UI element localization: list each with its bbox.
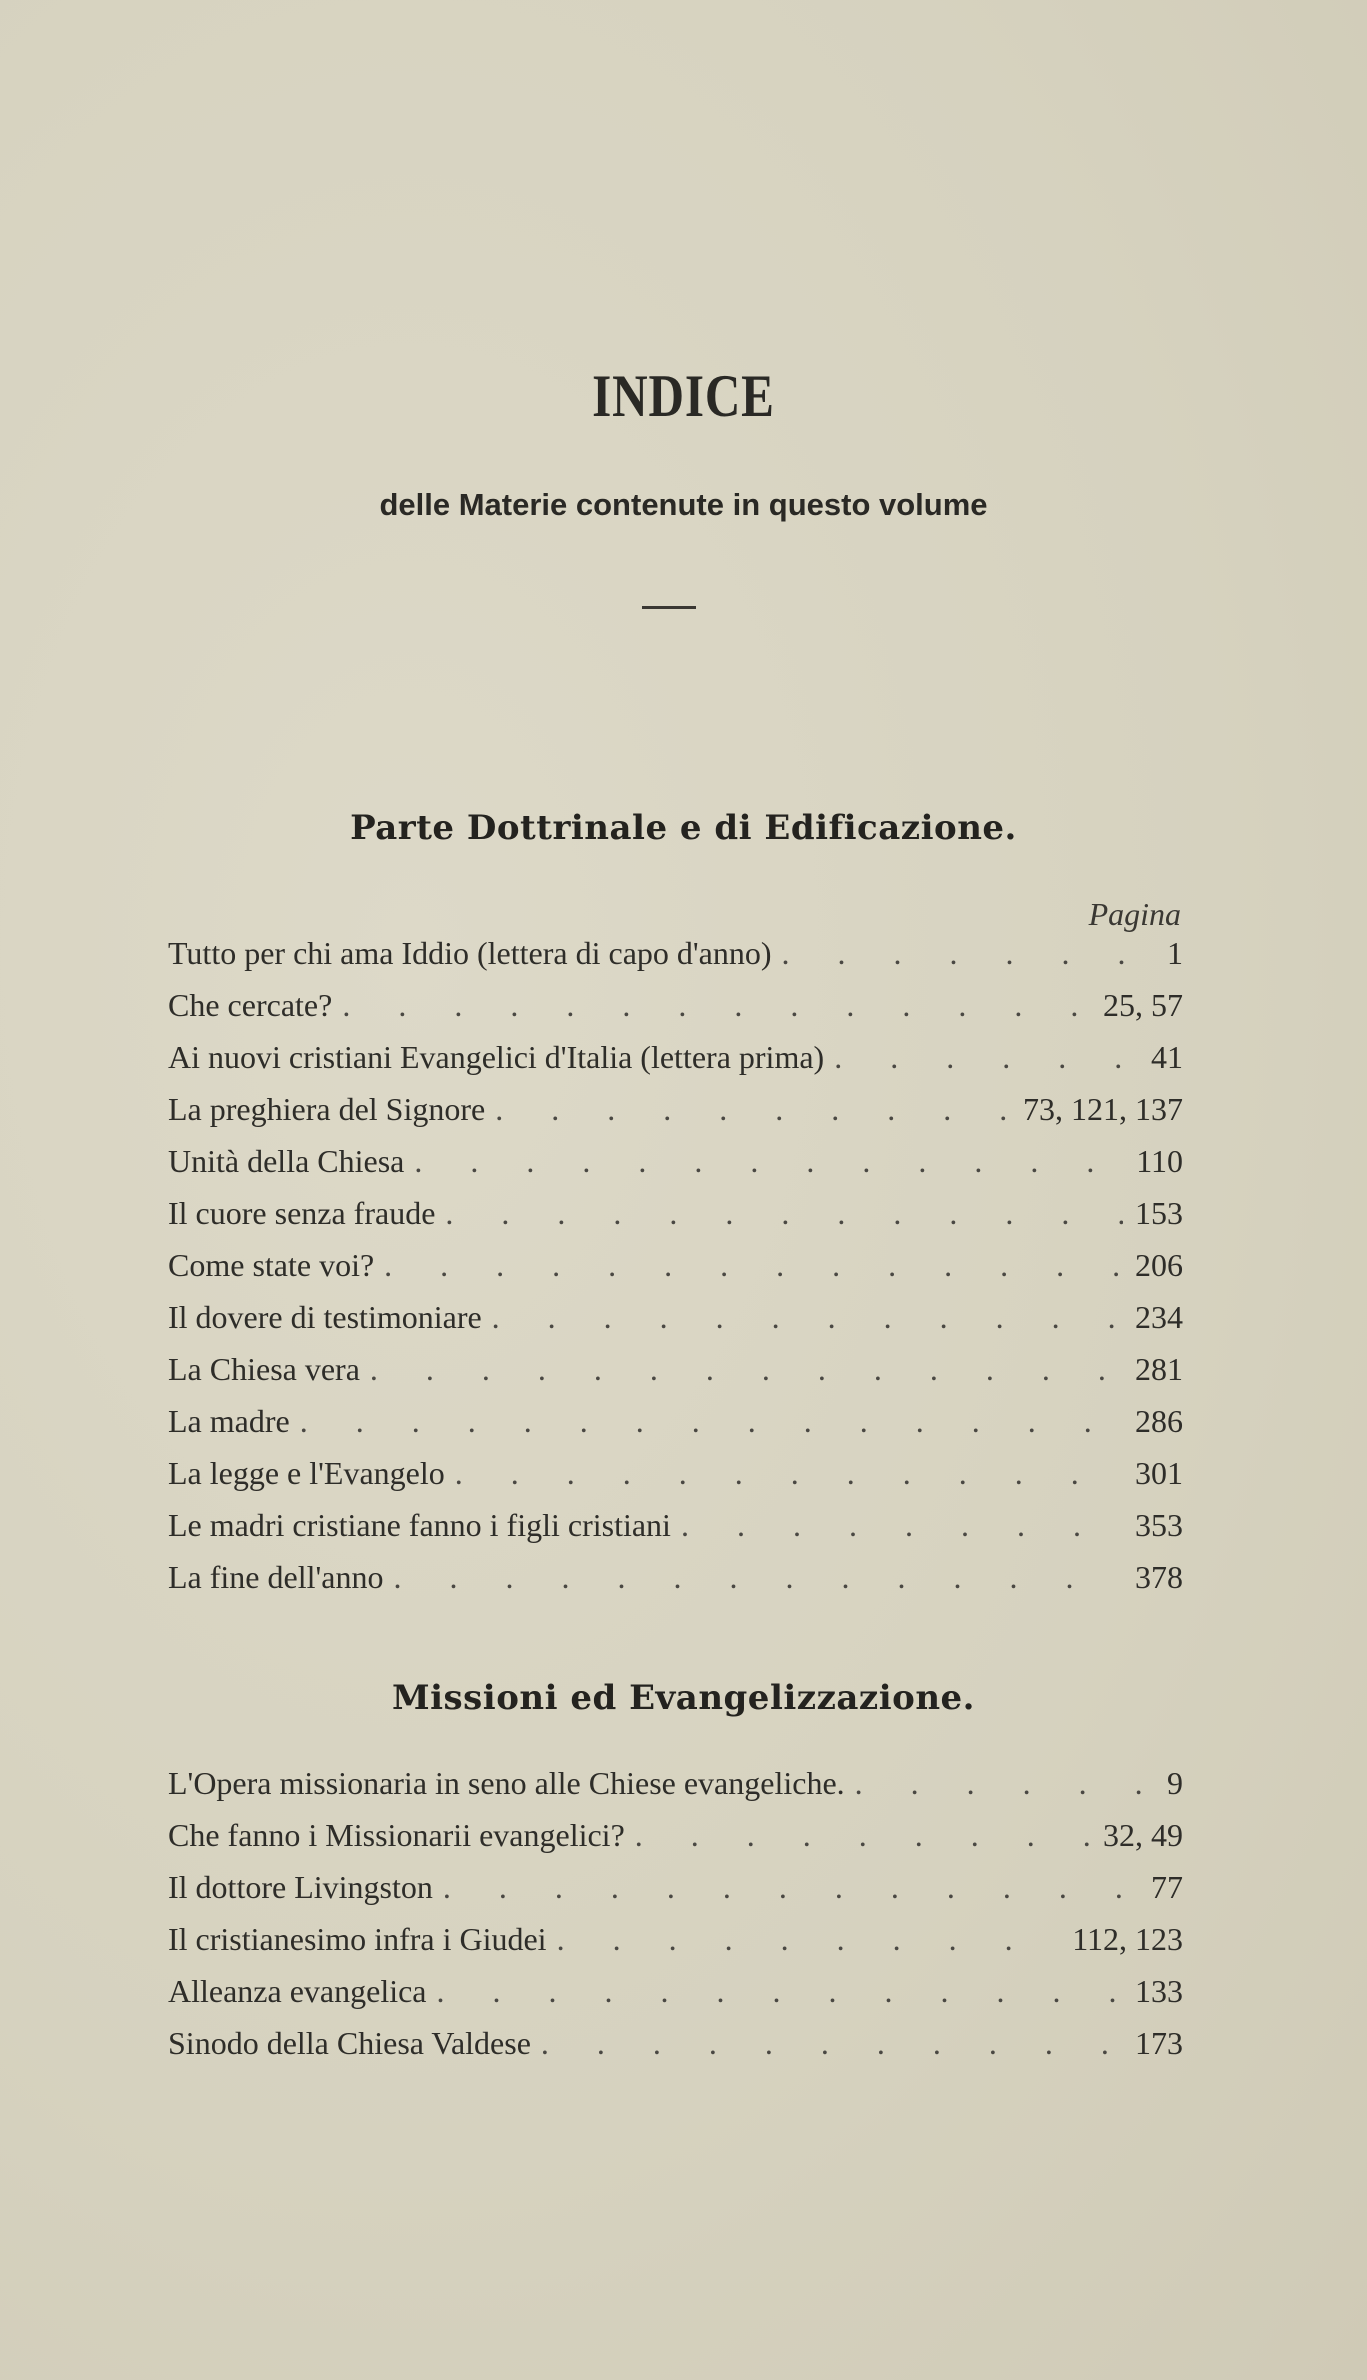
toc-entry-pages: 286 (1135, 1403, 1183, 1439)
toc-entry-pages: 353 (1135, 1507, 1183, 1543)
toc-entry-pages: 112, 123 (1072, 1921, 1183, 1957)
toc-entry-pages: 77 (1151, 1869, 1183, 1905)
dot-leader (541, 2025, 1123, 2062)
toc-entry-pages: 110 (1136, 1143, 1183, 1179)
toc-entry-pages: 73, 121, 137 (1023, 1091, 1183, 1127)
toc-entry-pages: 25, 57 (1103, 987, 1183, 1023)
toc-entry-pages: 41 (1151, 1039, 1183, 1075)
toc-entry (168, 1921, 1183, 1973)
toc-entry (168, 1869, 1183, 1921)
section-heading-dottrinale: Parte Dottrinale e di Edificazione. (350, 808, 1017, 848)
dot-leader (342, 987, 1091, 1024)
toc-entry-title: Sinodo della Chiesa Valdese (168, 2025, 531, 2061)
toc-entry-title: Ai nuovi cristiani Evangelici d'Italia (lettera prima) (168, 1039, 825, 1075)
toc-entry (168, 935, 1183, 987)
page-subtitle: delle Materie contenute in questo volume (379, 487, 988, 522)
toc-entry (168, 1299, 1183, 1351)
toc-entry (168, 1559, 1183, 1611)
page-column-label: Pagina (1088, 896, 1181, 932)
toc-entry-pages: 378 (1135, 1559, 1183, 1595)
dot-leader (370, 1351, 1123, 1388)
section-heading-missioni: Missioni ed Evangelizzazione. (391, 1678, 976, 1718)
toc-entry (168, 1091, 1183, 1143)
toc-entry-title: Che cercate? (168, 987, 333, 1023)
toc-entry-pages: 234 (1135, 1299, 1183, 1335)
toc-entry-pages: 301 (1135, 1455, 1183, 1491)
dot-leader (834, 1039, 1139, 1076)
toc-entry-title: Alleanza evangelica (168, 1973, 427, 2009)
toc-entry-title: Che fanno i Missionarii evangelici? (168, 1817, 625, 1853)
toc-entry (168, 1039, 1183, 1091)
toc-entry-pages: 32, 49 (1103, 1817, 1183, 1853)
dot-leader (635, 1817, 1091, 1854)
toc-list-dottrinale (168, 935, 1183, 1611)
toc-entry-pages: 133 (1135, 1973, 1183, 2009)
dot-leader (681, 1507, 1123, 1544)
toc-entry-title: L'Opera missionaria in seno alle Chiese evangeliche. (168, 1765, 845, 1801)
toc-entry (168, 2025, 1183, 2077)
toc-entry-pages: 173 (1135, 2025, 1183, 2061)
toc-entry-pages: 9 (1167, 1765, 1183, 1801)
toc-entry-title: Come state voi? (168, 1247, 375, 1283)
toc-entry (168, 1403, 1183, 1455)
toc-entry (168, 1351, 1183, 1403)
dot-leader (393, 1559, 1123, 1596)
toc-entry-title: La preghiera del Signore (168, 1091, 486, 1127)
toc-entry-pages: 1 (1167, 935, 1183, 971)
toc-entry (168, 1195, 1183, 1247)
toc-entry-title: La madre (168, 1403, 290, 1439)
toc-entry-title: Il dottore Livingston (168, 1869, 433, 1905)
dot-leader (414, 1143, 1124, 1180)
toc-entry-title: La fine dell'anno (168, 1559, 384, 1595)
toc-entry (168, 1143, 1183, 1195)
toc-entry-title: La legge e l'Evangelo (168, 1455, 445, 1491)
toc-entry-pages: 281 (1135, 1351, 1183, 1387)
dot-leader (557, 1921, 1061, 1958)
dot-leader (782, 935, 1155, 972)
page-title: INDICE (592, 363, 775, 429)
toc-entry (168, 1507, 1183, 1559)
toc-entry (168, 987, 1183, 1039)
toc-list-missioni (168, 1765, 1183, 2077)
toc-entry (168, 1247, 1183, 1299)
dot-leader (492, 1299, 1123, 1336)
dot-leader (445, 1195, 1123, 1232)
toc-entry (168, 1973, 1183, 2025)
dot-leader (384, 1247, 1123, 1284)
toc-entry (168, 1765, 1183, 1817)
title-divider (642, 606, 696, 609)
dot-leader (855, 1765, 1155, 1802)
dot-leader (437, 1973, 1124, 2010)
toc-entry-pages: 153 (1135, 1195, 1183, 1231)
dot-leader (455, 1455, 1123, 1492)
toc-entry-title: Le madri cristiane fanno i figli cristiani (168, 1507, 671, 1543)
toc-entry-title: Il cuore senza fraude (168, 1195, 436, 1231)
toc-entry-title: Il cristianesimo infra i Giudei (168, 1921, 547, 1957)
dot-leader (495, 1091, 1011, 1128)
dot-leader (300, 1403, 1123, 1440)
dot-leader (443, 1869, 1139, 1906)
toc-entry-title: Il dovere di testimoniare (168, 1299, 482, 1335)
toc-entry (168, 1817, 1183, 1869)
toc-entry-pages: 206 (1135, 1247, 1183, 1283)
toc-entry (168, 1455, 1183, 1507)
toc-entry-title: Unità della Chiesa (168, 1143, 405, 1179)
toc-entry-title: Tutto per chi ama Iddio (lettera di capo d'anno) (168, 935, 772, 971)
toc-entry-title: La Chiesa vera (168, 1351, 360, 1387)
